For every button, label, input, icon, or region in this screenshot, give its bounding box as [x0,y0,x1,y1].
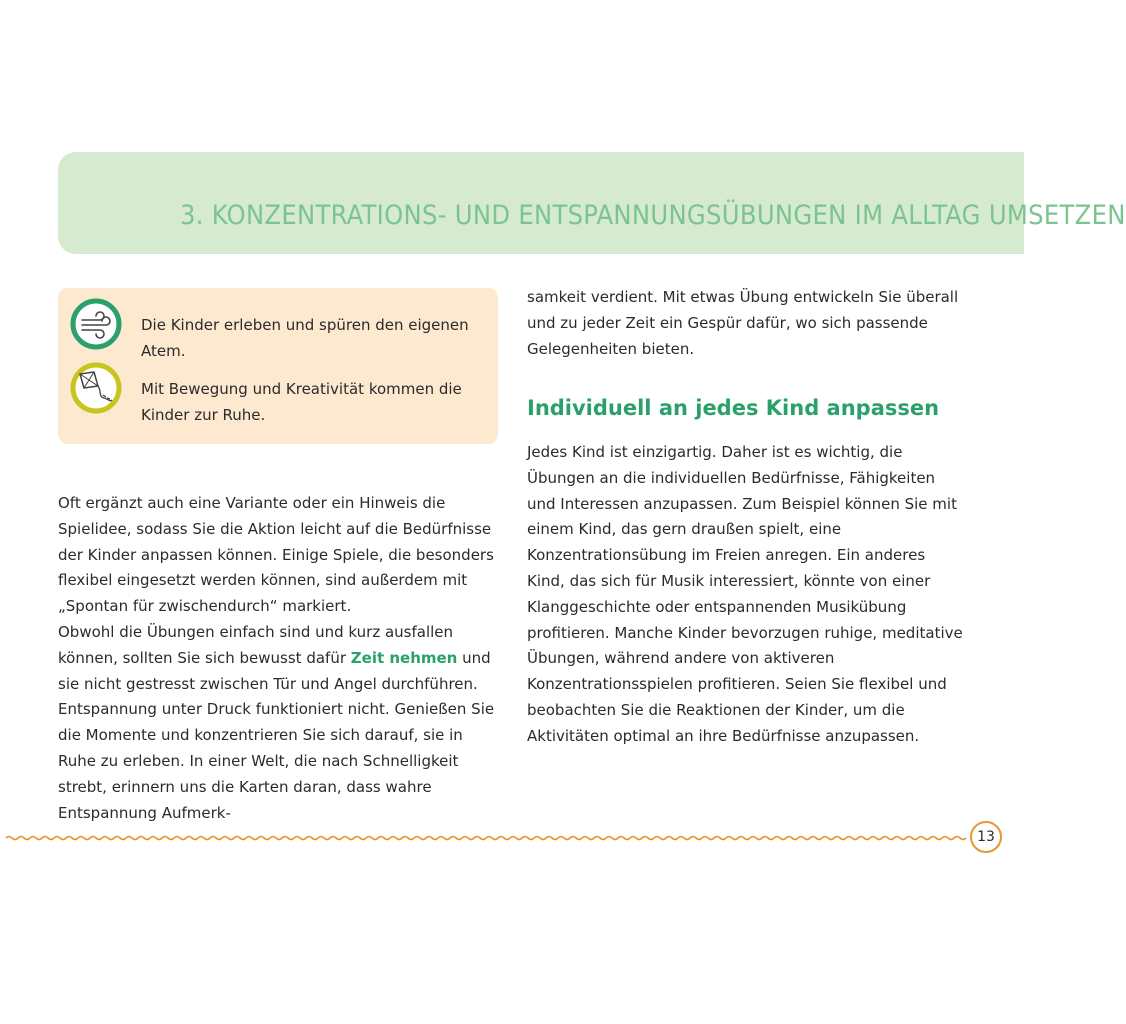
info-item-kite: Mit Bewegung und Kreativität kommen die Kinder zur Ruhe. [141,380,462,424]
kite-icon [70,362,122,414]
footer-wave-divider [6,830,966,846]
left-column [58,491,503,826]
info-item-breath: Die Kinder erleben und spüren den eigenen Atem. [141,316,469,360]
section-heading: Individuell an jedes Kind anpassen [527,396,940,420]
left-paragraph-2: Obwohl die Übungen einfach sind und kurz ausfallen können, sollten Sie sich bewusst dafür Zeit nehmen und sie nicht gestresst zwischen Tür und Angel durchführen. Entspannung unter Druck funktioniert nicht. Genießen Sie die Momente und konzentrieren Sie sich darauf, sie in Ruhe zu erleben. In einer Welt, die nach Schnelligkeit strebt, erinnern uns die Karten daran, dass wahre Entspannung Aufmerk- [58,622,495,822]
info-box [58,288,498,444]
right-column-top [527,285,967,362]
left-paragraph-1: Oft ergänzt auch eine Variante oder ein Hinweis die Spielidee, sodass Sie die Aktion leicht auf die Bedürfnisse der Kinder anpassen können. Einige Spiele, die besonders flexibel eingesetzt werden können, sind außerdem mit „Spontan für zwischendurch“ markiert. [58,494,494,616]
page-number: 13 [970,821,1002,853]
highlight-zeit-nehmen: Zeit nehmen [350,648,458,667]
right-paragraph-2: Jedes Kind ist einzigartig. Daher ist es wichtig, die Übungen an die individuellen Bedürfnisse, Fähigkeiten und Interessen anzupassen. Zum Beispiel können Sie mit einem Kind, das gern draußen spielt, eine Konzentrationsübung im Freien anregen. Ein anderes Kind, das sich für Musik interessiert, könnte von einer Klanggeschichte oder entspannenden Musikübung profitieren. Manche Kinder bevorzugen ruhige, meditative Übungen, während andere von aktiveren Konzentrationsspielen profitieren. Seien Sie flexibel und beobachten Sie die Reaktionen der Kinder, um die Aktivitäten optimal an ihre Bedürfnisse anzupassen. [527,443,963,745]
right-column-body [527,440,967,750]
chapter-title: 3. KONZENTRATIONS- UND ENTSPANNUNGSÜBUNGEN IM ALLTAG UMSETZEN [180,200,1126,231]
breath-wind-icon [70,298,122,350]
right-paragraph-1: samkeit verdient. Mit etwas Übung entwickeln Sie überall und zu jeder Zeit ein Gespür dafür, wo sich passende Gelegenheiten bieten. [527,288,959,358]
